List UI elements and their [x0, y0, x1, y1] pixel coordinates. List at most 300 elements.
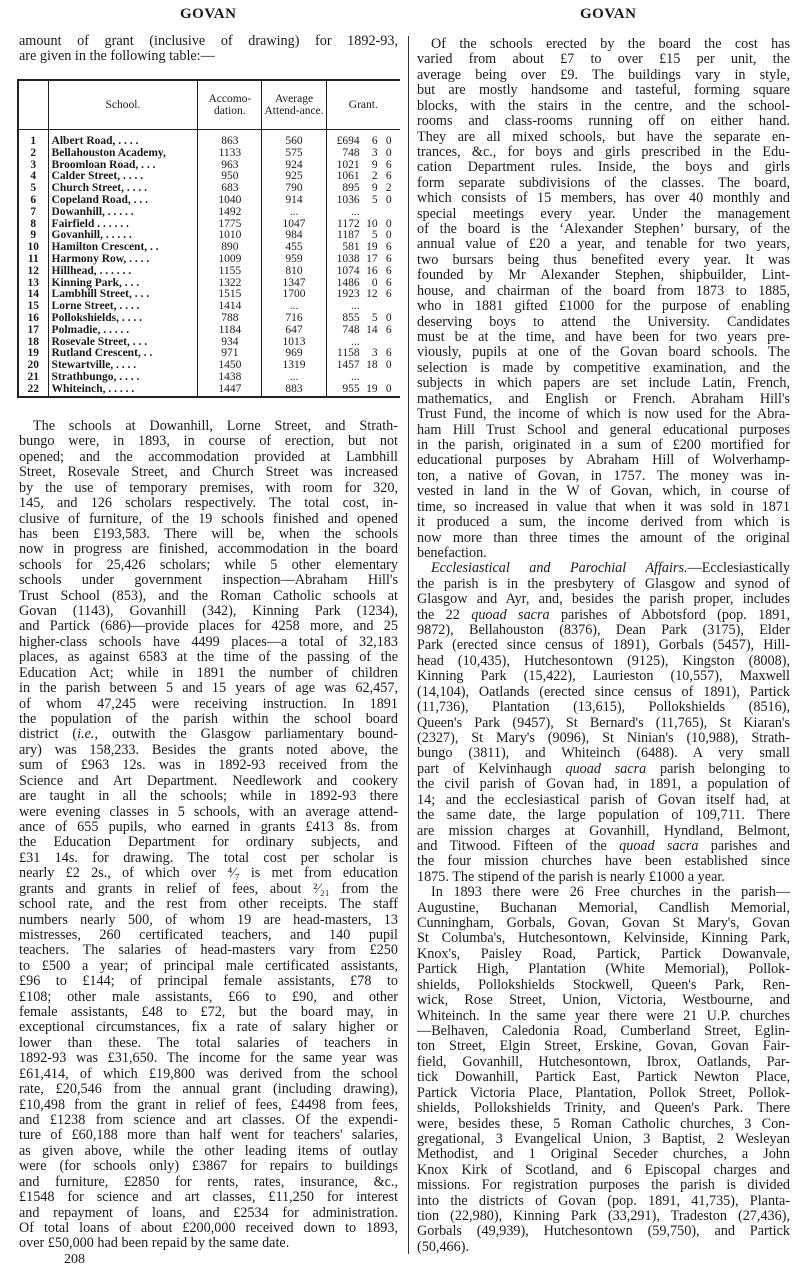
grant: [326, 384, 400, 397]
school-name: Calder Street, . . . .: [48, 171, 198, 183]
text-line: subjects in which papers are set include Latin, French,: [417, 376, 790, 392]
italic-text: quoad sacra: [471, 607, 550, 623]
school-name: Hamilton Crescent, . .: [48, 242, 198, 254]
table-row: [18, 266, 400, 278]
text-line: must be at the time, and have been for two years pre-: [417, 330, 790, 346]
text-line: Park (erected since census of 1891), Gorbals (5457), Hill-: [417, 638, 790, 654]
school-name: Lorne Street, . . . .: [48, 301, 198, 313]
school-name: Harmony Row, . . . .: [48, 254, 198, 266]
text-line: missions. For registration purposes the parish is divided: [417, 1178, 790, 1194]
italic-text: quoad sacra: [565, 761, 647, 777]
text-line: Trust School (853), and the Roman Catholic schools at: [19, 588, 398, 604]
grant-pence: 6: [385, 252, 392, 265]
school-name: Bellahouston Academy,: [48, 148, 198, 160]
text-line: now more than three times the amount of the original: [417, 530, 790, 546]
text-line: and furniture, £2850 for rents, rates, insurance, &c.,: [19, 1174, 398, 1190]
grant-pounds: ...: [351, 370, 360, 383]
accommodation: 1515: [198, 289, 262, 301]
running-head-left: GOVAN: [180, 6, 237, 22]
average-attendance: 455: [262, 242, 326, 254]
grant-pence: 6: [385, 288, 392, 301]
text-line: who in 1881 gifted £1000 for the purpose of enabling: [417, 299, 790, 315]
grant-pounds: 1172: [337, 217, 360, 230]
grant-pence: 0: [385, 217, 392, 230]
text-line: blocks, with the stairs in the centre, and the school-: [417, 98, 790, 114]
text-line: and Partick (686)—provide places for 4258 more, and 25: [19, 619, 398, 635]
text-line: field, Govanhill, Hutchesontown, Ibrox, Oatlands, Par-: [417, 1054, 790, 1070]
ecclesiastical-paragraphs: [417, 37, 790, 1255]
text-line: ton Street, Elgin Street, Erskine, Govan, Govan Fair-: [417, 1039, 790, 1055]
school-name: Rutland Crescent, . .: [48, 348, 198, 360]
grant-shillings: 19: [366, 382, 378, 395]
grant-shillings: 3: [371, 347, 378, 360]
text-line: The schools at Dowanhill, Lorne Street, and Strath-: [33, 419, 398, 434]
text-line: now in progress are finished, accommodation in the board: [19, 542, 398, 558]
grant-shillings: 12: [366, 288, 378, 301]
text-line: school rate, and the rest from other receipts. The staff: [19, 897, 398, 913]
text-line: Methodist, and 1 Original Seceder churches, a John: [417, 1147, 790, 1163]
text-line: and £1238 from science and art classes. Of the expendi-: [19, 1112, 398, 1128]
running-head-right: GOVAN: [580, 6, 637, 22]
school-name: Copeland Road, . . .: [48, 195, 198, 207]
grant-pounds: 1923: [336, 288, 360, 301]
text-segment: parishes of Abbotsford (pop. 1891,: [549, 607, 790, 623]
grant-pence: 0: [385, 229, 392, 242]
row-number: 21: [18, 372, 48, 384]
text-line: [417, 839, 790, 854]
text-line: teachers. The salaries of head-masters vary from £250: [19, 943, 398, 959]
text-segment: part of Kelvinhaugh: [417, 761, 566, 777]
average-attendance: ...: [262, 301, 326, 313]
average-attendance: 560: [262, 130, 326, 148]
text-line: into the districts of Govan (pop. 1891, 41,735), Planta-: [417, 1193, 790, 1209]
school-name: Lambhill Street, . . .: [48, 289, 198, 301]
header-number: [18, 80, 48, 130]
table-row: [18, 195, 400, 207]
text-line: shields, Pollokshields Stockwell, Queen's Park, Ren-: [417, 977, 790, 993]
text-line: has been £193,583. There will be, when the schools: [19, 526, 398, 542]
text-line: viously, pupils at one of the Govan board schools. The: [417, 345, 790, 361]
text-line: the Education Department for ordinary subjects, and: [19, 835, 398, 851]
grant-pence: 6: [385, 323, 392, 336]
grant-pence: 6: [385, 347, 392, 360]
text-line: (14,104), Oatlands (erected since census of 1891), Partick: [417, 684, 790, 700]
grant-shillings: 9: [371, 158, 378, 171]
text-line: educational purposes by Abraham Hill of Wolverhamp-: [417, 453, 790, 469]
text-line: In 1893 there were 26 Free churches in the parish—: [431, 885, 790, 901]
grant-shillings: 16: [366, 264, 378, 277]
text-line: [19, 727, 398, 742]
table-body: [18, 130, 400, 397]
grant-pounds: 855: [342, 311, 360, 324]
text-line: £96 to £144; of principal female assistants, £78 to: [19, 974, 398, 990]
page-number: 208: [64, 1252, 85, 1267]
grant-shillings: 18: [366, 359, 378, 372]
average-attendance: 883: [262, 384, 326, 397]
text-line: founded by Mr Alexander Stephen, shipbuilder, Lint-: [417, 268, 790, 284]
text-line: by the use of temporary premises, with room for 320,: [19, 480, 398, 496]
text-line: bungo (3811), and Whiteinch (6488). A very small: [417, 746, 790, 762]
table-row: [18, 207, 400, 219]
text-line: selection is made by competitive examination, and the: [417, 360, 790, 376]
text-line: Science and Art Department. Needlework and cookery: [19, 773, 398, 789]
grant-shillings: 19: [366, 241, 378, 254]
text-line: 1875. The stipend of the parish is nearly £1000 a year.: [417, 869, 725, 885]
text-line: Education Act; while in 1891 the number of children: [19, 665, 398, 681]
italic-text: quoad sacra: [619, 838, 699, 854]
italic-text: i.e.: [77, 727, 95, 743]
text-line: £61,414, of which £19,800 was derived from the school: [19, 1066, 398, 1082]
text-line: Queen's Park (9457), St Bernard's (11,765), St Kiaran's: [417, 715, 790, 731]
header-grant: Grant.: [326, 80, 400, 130]
row-number: 3: [18, 160, 48, 172]
grant-pence: 6: [385, 170, 392, 183]
average-attendance: 925: [262, 171, 326, 183]
school-name: Albert Road, . . . .: [48, 130, 198, 148]
accommodation: 863: [198, 130, 262, 148]
schools-table: [17, 79, 400, 398]
text-line: the civil parish of Govan had, in 1891, a population of: [417, 777, 790, 793]
text-line: cation Department rules. Inside, the boys and girls: [417, 160, 790, 176]
grant: [326, 254, 400, 266]
text-line: of the board is the ‘Alexander Stephen’ bursary, of the: [417, 222, 790, 238]
grant: [326, 360, 400, 372]
grant: [326, 130, 400, 148]
average-attendance: 924: [262, 160, 326, 172]
text-line: Kinning Park (15,422), Laurieston (10,557), Maxwell: [417, 669, 790, 685]
grant-shillings: 10: [366, 217, 378, 230]
text-line: mathematics, and English or French. Abraham Hill's: [417, 391, 790, 407]
text-line: [417, 561, 790, 576]
text-line: nearly £2 2s., of which over ⁴⁄₇ is met from education: [19, 866, 398, 882]
text-line: Street, Rosevale Street, and Church Street was increased: [19, 465, 398, 481]
grant-pence: 0: [385, 382, 392, 395]
text-segment: the 22: [417, 607, 472, 623]
accommodation: 1322: [198, 278, 262, 290]
text-line: (2327), St Mary's (9096), St Ninian's (10,988), Strath-: [417, 730, 790, 746]
grant-pounds: 1158: [337, 347, 360, 360]
average-attendance: 959: [262, 254, 326, 266]
table-header-row: [18, 80, 400, 130]
text-line: Knox's, Paisley Road, Partick, Partick Dowanvale,: [417, 946, 790, 962]
text-line: are taught in all the schools; while in 1892-93 there: [19, 789, 398, 805]
text-line: annual value of £20 a year, and tenable for two years,: [417, 237, 790, 253]
row-number: 5: [18, 183, 48, 195]
grant-pounds: ...: [351, 300, 360, 313]
text-line: Partick Victoria Place, Plantation, Pollok Street, Pollok-: [417, 1085, 790, 1101]
accommodation: 1450: [198, 360, 262, 372]
header-attendance: Average Attend-ance.: [262, 80, 326, 130]
header-accommodation: Accomo-dation.: [198, 80, 262, 130]
row-number: 10: [18, 242, 48, 254]
row-number: 11: [18, 254, 48, 266]
table-row: [18, 325, 400, 337]
text-line: Gorbals (49,939), Hutchesontown (59,750), and Partick: [417, 1224, 790, 1240]
grant-shillings: 5: [371, 311, 378, 324]
text-segment: , outwith the Glasgow parliamentary bound-: [94, 727, 398, 743]
text-line: gregational, 3 Evangelical Union, 3 Baptist, 2 Wesleyan: [417, 1131, 790, 1147]
school-name: Strathbungo, . . . .: [48, 372, 198, 384]
average-attendance: 984: [262, 230, 326, 242]
grant-pence: 0: [385, 135, 392, 147]
text-segment: —Ecclesiastically: [687, 561, 790, 577]
grant-pounds: 1457: [336, 359, 360, 372]
text-line: schools under government inspection—Abraham Hill's: [19, 573, 398, 589]
row-number: 8: [18, 219, 48, 231]
average-attendance: 790: [262, 183, 326, 195]
text-line: Of total loans of about £200,000 received down to 1893,: [19, 1220, 398, 1236]
average-attendance: ...: [262, 372, 326, 384]
grant-pounds: 955: [342, 382, 360, 395]
text-line: in the parish, originated in a sum of £200 mortified for: [417, 437, 790, 453]
text-line: Glasgow and Ayr, and, besides the parish proper, includes: [417, 592, 790, 608]
text-line: trances, &c., for boys and girls prescribed in the Edu-: [417, 144, 790, 160]
school-name: Church Street, . . . .: [48, 183, 198, 195]
accommodation: 1133: [198, 148, 262, 160]
text-line: are mission charges at Govanhill, Hyndland, Belmont,: [417, 823, 790, 839]
text-line: £31 14s. for drawing. The total cost per scholar is: [19, 850, 398, 866]
school-name: Broomloan Road, . . .: [48, 160, 198, 172]
grant-pounds: ...: [351, 205, 360, 218]
text-line: special meetings every year. Under the management: [417, 206, 790, 222]
school-name: Polmadie, . . . . .: [48, 325, 198, 337]
text-line: Trust Fund, the income of which is now used for the Abra-: [417, 407, 790, 423]
grant-pounds: 748: [342, 146, 360, 159]
text-line: Govan (1143), Govanhill (342), Kinning Park (1234),: [19, 604, 398, 620]
average-attendance: 716: [262, 313, 326, 325]
text-line: 14; and the ecclesiastical parish of Govan itself had, at: [417, 792, 790, 808]
row-number: 18: [18, 337, 48, 349]
row-number: 1: [18, 130, 48, 148]
text-line: vested in land in the W of Govan, which, in course of: [417, 484, 790, 500]
text-line: wick, Rose Street, Union, Victoria, Westbourne, and: [417, 993, 790, 1009]
average-attendance: 647: [262, 325, 326, 337]
row-number: 7: [18, 207, 48, 219]
text-line: higher-class schools have 4499 places—a total of 32,183: [19, 634, 398, 650]
text-line: amount of grant (inclusive of drawing) for 1892-93,: [19, 34, 398, 49]
text-line: tion (22,980), Kinning Park (33,291), Tradeston (27,436),: [417, 1209, 790, 1225]
text-line: (50,466).: [417, 1239, 470, 1255]
average-attendance: 1700: [262, 289, 326, 301]
text-line: over £50,000 had been repaid by the same date.: [19, 1236, 290, 1252]
row-number: 9: [18, 230, 48, 242]
text-line: Whiteinch. In the same year there were 21 U.P. churches: [417, 1008, 790, 1024]
grant-pounds: 895: [342, 182, 360, 195]
grant-pounds: 1486: [336, 276, 360, 289]
text-line: form separate subdivisions of the classes. The board,: [417, 175, 790, 191]
text-line: 9872), Bellahouston (8376), Dean Park (3175), Elder: [417, 623, 790, 639]
text-line: the four mission churches have been established since: [417, 854, 790, 870]
row-number: 14: [18, 289, 48, 301]
text-line: ture of £60,188 more than half went for teachers' salaries,: [19, 1128, 398, 1144]
accommodation: 890: [198, 242, 262, 254]
average-attendance: ...: [262, 207, 326, 219]
text-line: rate, £20,546 from the annual grant (including drawing),: [19, 1082, 398, 1098]
text-line: the same date, the large population of 109,711. There: [417, 808, 790, 824]
text-line: female assistants, £48 to £72, but the board may, in: [19, 1005, 398, 1021]
text-segment: parish belonging to: [646, 761, 790, 777]
row-number: 17: [18, 325, 48, 337]
row-number: 22: [18, 384, 48, 397]
text-line: the population of the parish within the school board: [19, 712, 398, 728]
intro-text: [19, 34, 398, 65]
average-attendance: 1013: [262, 337, 326, 349]
school-name: Pollokshields, . . . .: [48, 313, 198, 325]
school-name: Stewartville, . . . .: [48, 360, 198, 372]
text-line: of whom 47,245 were receiving instruction. In 1891: [19, 696, 398, 712]
text-line: but are mostly handsome and tasteful, forming square: [417, 83, 790, 99]
text-line: deserving boys to attend the University. Candidates: [417, 314, 790, 330]
grant-pounds: 1036: [336, 193, 360, 206]
grant-shillings: 17: [366, 252, 378, 265]
grant: [326, 266, 400, 278]
text-line: mistresses, 260 certificated teachers, and 140 pupil: [19, 927, 398, 943]
accommodation: 934: [198, 337, 262, 349]
text-line: the parish is in the presbytery of Glasgow and synod of: [417, 576, 790, 592]
text-line: numbers nearly 500, of whom 19 are head-masters, 13: [19, 912, 398, 928]
text-line: ance of 655 pupils, who earned in grants £413 8s. from: [19, 819, 398, 835]
text-line: grants and grants in relief of fees, about ²⁄₂₁ from the: [19, 881, 398, 897]
text-line: benefaction.: [417, 545, 487, 561]
text-line: as given above, while the other leading items of outlay: [19, 1143, 398, 1159]
text-line: were evening classes in 5 schools, with an average attend-: [19, 804, 398, 820]
table-row: [18, 313, 400, 325]
text-line: time, so increased in value that when it was sold in 1871: [417, 499, 790, 515]
text-line: (11,736), Plantation (13,615), Pollokshields (8516),: [417, 700, 790, 716]
text-line: tick Dowanhill, Partick East, Partick Newton Place,: [417, 1070, 790, 1086]
italic-text: Ecclesiastical and Parochial Affairs.: [431, 561, 688, 577]
row-number: 20: [18, 360, 48, 372]
row-number: 19: [18, 348, 48, 360]
text-line: were (for schools only) £3867 for repairs to buildings: [19, 1159, 398, 1175]
grant: [326, 313, 400, 325]
text-line: sum of £963 12s. was in 1892-93 received from the: [19, 758, 398, 774]
grant: [326, 325, 400, 337]
grant-pounds: 1038: [336, 252, 360, 265]
row-number: 6: [18, 195, 48, 207]
text-line: house, and chairman of the board from 1873 to 1885,: [417, 283, 790, 299]
text-line: lower than these. The total salaries of teachers in: [19, 1035, 398, 1051]
text-line: it produced a sum, the income derived from which is: [417, 515, 790, 531]
text-line: are given in the following table:—: [19, 49, 215, 65]
average-attendance: 1319: [262, 360, 326, 372]
grant-pounds: 1021: [336, 158, 360, 171]
grant: [326, 148, 400, 160]
grant-pounds: £694: [336, 135, 360, 147]
accommodation: 1184: [198, 325, 262, 337]
text-line: clusive of furniture, of the 19 schools finished and opened: [19, 511, 398, 527]
grant-shillings: 5: [371, 193, 378, 206]
text-line: exceptional circumstances, fix a rate of salary higher or: [19, 1020, 398, 1036]
school-name: Govanhill, . . . . .: [48, 230, 198, 242]
text-line: were, besides these, 5 Roman Catholic churches, 3 Con-: [417, 1116, 790, 1132]
text-segment: and Titwood. Fifteen of the: [417, 838, 620, 854]
text-line: rooms and class-rooms running off on either hand.: [417, 114, 790, 130]
grant: [326, 372, 400, 384]
text-line: two bursars being thus benefited every year. It was: [417, 252, 790, 268]
table-row: [18, 372, 400, 384]
grant-shillings: 5: [371, 229, 378, 242]
text-line: shields, Pollokshields Trinity, and Queen's Park. There: [417, 1101, 790, 1117]
grant-pence: 6: [385, 276, 392, 289]
text-segment: district (: [19, 727, 78, 743]
grant-pounds: 1074: [336, 264, 360, 277]
grant-pence: 6: [385, 264, 392, 277]
row-number: 15: [18, 301, 48, 313]
average-attendance: 1347: [262, 278, 326, 290]
grant-pence: 6: [385, 241, 392, 254]
table-row: [18, 384, 400, 397]
row-number: 2: [18, 148, 48, 160]
grant-pounds: 581: [342, 241, 360, 254]
column-divider: [408, 36, 409, 1254]
text-line: and repayment of loans, and £2534 for administration.: [19, 1205, 398, 1221]
accommodation: 971: [198, 348, 262, 360]
grant-shillings: 3: [371, 146, 378, 159]
school-name: Hillhead, . . . . . .: [48, 266, 198, 278]
grant-pence: 0: [385, 193, 392, 206]
text-line: to £500 a year; of principal male certificated assistants,: [19, 958, 398, 974]
school-name: Whiteinch, . . . . .: [48, 384, 198, 397]
text-line: [417, 608, 790, 623]
text-line: in the parish between 5 and 15 years of age was 62,457,: [19, 681, 398, 697]
row-number: 13: [18, 278, 48, 290]
text-line: places, as against 6583 at the time of the passing of the: [19, 650, 398, 666]
grant-shillings: 6: [371, 135, 378, 147]
text-line: bungo were, in 1893, in course of erection, but not: [19, 434, 398, 450]
accommodation: 1040: [198, 195, 262, 207]
text-line: which consists of 15 members, has over 40 monthly and: [417, 191, 790, 207]
schools-paragraph: [19, 419, 398, 1252]
accommodation: 1009: [198, 254, 262, 266]
grant-shillings: 0: [371, 276, 378, 289]
text-line: St Columba's, Hutchesontown, Kelvinside, Kinning Park,: [417, 931, 790, 947]
average-attendance: 969: [262, 348, 326, 360]
text-line: opened; and the accommodation provided at Lambhill: [19, 449, 398, 465]
text-line: schools for 25,426 scholars; while 5 other elementary: [19, 557, 398, 573]
accommodation: 1775: [198, 219, 262, 231]
text-line: [417, 762, 790, 777]
text-line: ham Hill Trust School and general educational purposes: [417, 422, 790, 438]
accommodation: 1492: [198, 207, 262, 219]
text-line: 1892-93 was £31,650. The income for the same year was: [19, 1051, 398, 1067]
text-line: £10,498 from the grant in relief of fees, £4498 from fees,: [19, 1097, 398, 1113]
accommodation: 1010: [198, 230, 262, 242]
grant-pence: 0: [385, 359, 392, 372]
accommodation: 788: [198, 313, 262, 325]
text-line: ary) was 158,233. Besides the grants noted above, the: [19, 742, 398, 758]
text-line: 145, and 126 scholars respectively. The total cost, in-: [19, 496, 398, 512]
average-attendance: 914: [262, 195, 326, 207]
text-line: Augustine, Buchanan Memorial, Candlish Memorial,: [417, 900, 790, 916]
grant: [326, 207, 400, 219]
accommodation: 1447: [198, 384, 262, 397]
grant: [326, 289, 400, 301]
grant-shillings: 14: [366, 323, 378, 336]
accommodation: 950: [198, 171, 262, 183]
text-line: Partick High, Plantation (White Memorial), Pollok-: [417, 962, 790, 978]
grant-shillings: 9: [371, 182, 378, 195]
text-line: £108; other male assistants, £66 to £90, and other: [19, 989, 398, 1005]
accommodation: 1414: [198, 301, 262, 313]
text-line: head (10,435), Hutchesontown (9125), Kingston (8008),: [417, 653, 790, 669]
grant-pounds: 1061: [336, 170, 360, 183]
text-line: Cunningham, Gorbals, Govan, Govan St Mary's, Govan: [417, 916, 790, 932]
row-number: 16: [18, 313, 48, 325]
grant-pence: 6: [385, 158, 392, 171]
school-name: Fairfield . . . . . .: [48, 219, 198, 231]
school-name: Dowanhill, . . . . .: [48, 207, 198, 219]
